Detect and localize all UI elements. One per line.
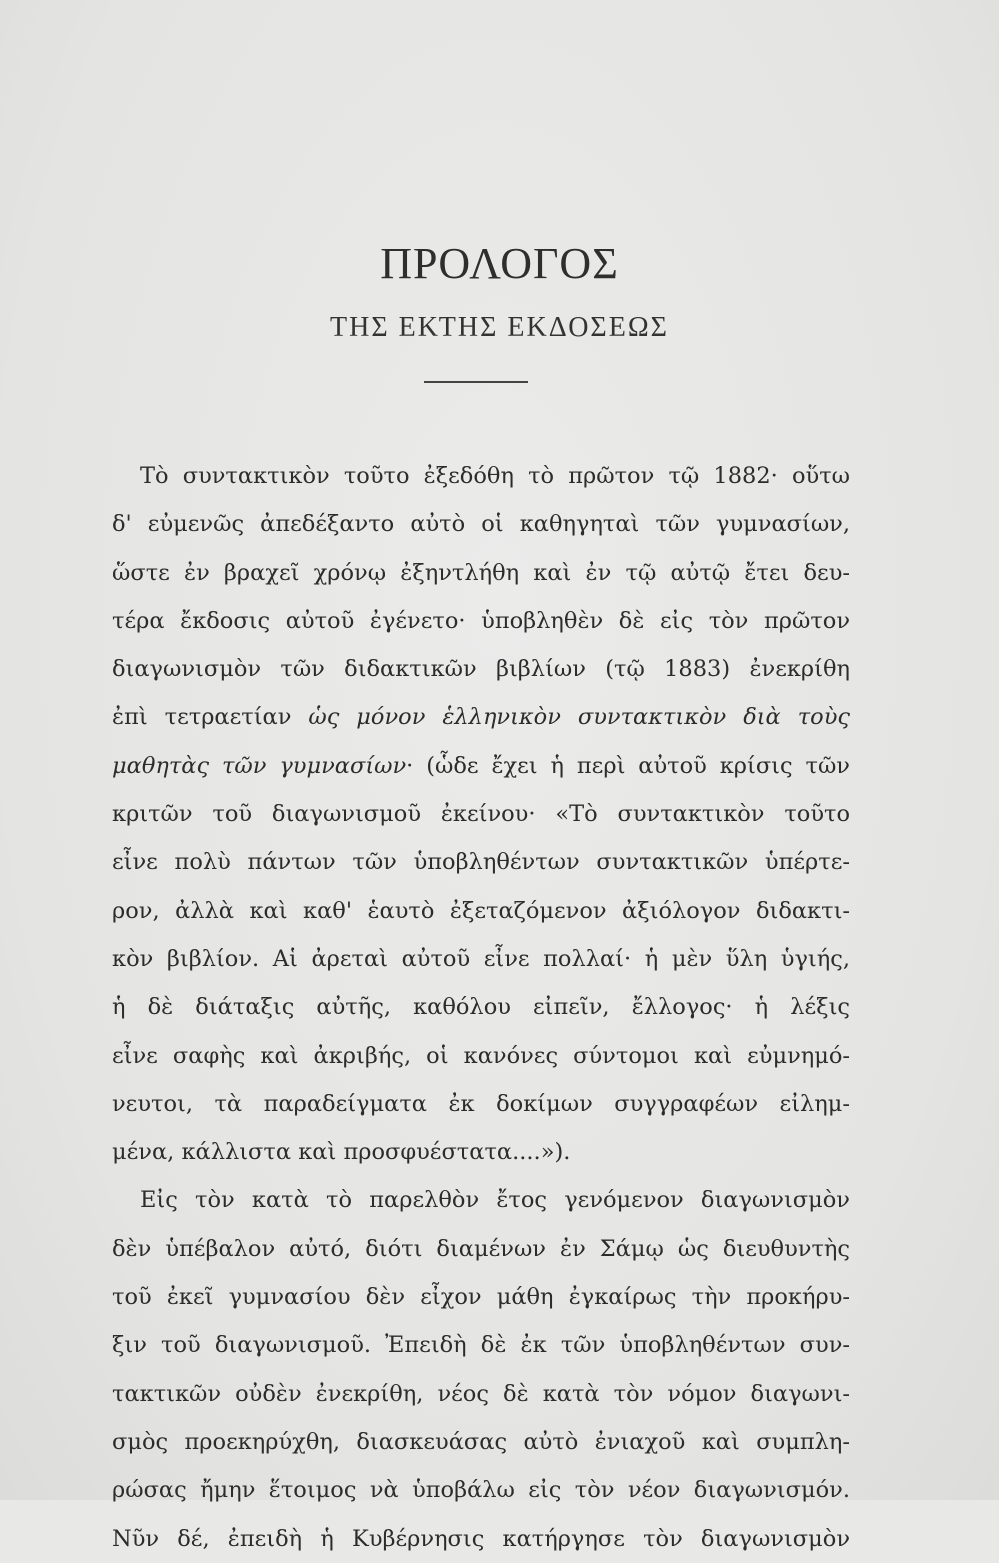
text-segment: ὥστε ἐν βραχεῖ χρόνῳ ἐξηντλήθη καὶ ἐν τῷ αὐτῷ ἔτει δευ- <box>112 559 850 586</box>
page-subtitle: ΤΗΣ ΕΚΤΗΣ ΕΚΔΟΣΕΩΣ <box>330 312 669 343</box>
text-segment: δ' εὐμενῶς ἀπεδέξαντο αὐτὸ οἱ καθηγηταὶ τῶν γυμνασίων, <box>112 511 850 538</box>
text-segment: τακτικῶν οὐδὲν ἐνεκρίθη, νέος δὲ κατὰ τὸν νόμον διαγωνι- <box>112 1380 850 1407</box>
text-segment: Εἰς τὸν κατὰ τὸ παρελθὸν ἔτος γενόμενον διαγωνισμὸν <box>140 1187 850 1214</box>
text-line <box>112 1225 850 1273</box>
text-segment: κριτῶν τοῦ διαγωνισμοῦ ἐκείνου· «Τὸ συντακτικὸν τοῦτο <box>112 801 850 828</box>
text-line <box>112 1080 850 1128</box>
text-line <box>112 693 850 741</box>
page-title: ΠΡΟΛΟΓΟΣ <box>380 239 619 288</box>
text-segment: ξιν τοῦ διαγωνισμοῦ. Ἐπειδὴ δὲ ἐκ τῶν ὑποβληθέντων συν- <box>112 1332 850 1359</box>
text-segment: · (ὧδε ἔχει ἡ περὶ αὐτοῦ κρίσις τῶν <box>406 752 850 779</box>
text-line <box>112 549 850 597</box>
text-line <box>112 838 850 886</box>
text-segment: εἶνε πολὺ πάντων τῶν ὑποβληθέντων συντακτικῶν ὑπέρτε- <box>112 849 850 876</box>
text-line <box>112 790 850 838</box>
text-line <box>112 1370 850 1418</box>
text-line <box>112 1032 850 1080</box>
text-segment: διαγωνισμὸν τῶν διδακτικῶν βιβλίων (τῷ 1883) ἐνεκρίθη <box>112 656 850 683</box>
text-segment: σμὸς προεκηρύχθη, διασκευάσας αὐτὸ ἐνιαχοῦ καὶ συμπλη- <box>112 1428 850 1455</box>
text-segment: κὸν βιβλίον. Αἱ ἀρεταὶ αὐτοῦ εἶνε πολλαί· ἡ μὲν ὕλη ὑγιής, <box>112 945 850 972</box>
text-segment: ἡ δὲ διάταξις αὐτῆς, καθόλου εἰπεῖν, ἔλλογος· ἡ λέξις <box>112 994 850 1021</box>
text-line <box>112 452 850 500</box>
text-line <box>112 645 850 693</box>
text-segment: ρον, ἀλλὰ καὶ καθ' ἑαυτὸ ἐξεταζόμενον ἀξιόλογον διδακτι- <box>112 897 850 924</box>
text-line <box>112 597 850 645</box>
text-line <box>112 742 850 790</box>
text-segment: νευτοι, τὰ παραδείγματα ἐκ δοκίμων συγγραφέων εἰλημ- <box>112 1090 850 1117</box>
text-line <box>112 500 850 548</box>
emphasized-text: ὡς μόνον ἑλληνικὸν συντακτικὸν διὰ τοὺς <box>308 704 850 731</box>
text-segment: τοῦ ἐκεῖ γυμνασίου δὲν εἶχον μάθη ἐγκαίρως τὴν προκήρυ- <box>112 1284 850 1311</box>
text-segment: τέρα ἔκδοσις αὐτοῦ ἐγένετο· ὑποβληθὲν δὲ εἰς τὸν πρῶτον <box>112 607 850 634</box>
text-line <box>112 1176 850 1224</box>
text-line <box>112 1515 850 1563</box>
text-line <box>112 1321 850 1369</box>
text-segment: μένα, κάλλιστα καὶ προσφυέστατα....»). <box>112 1139 571 1166</box>
text-line <box>112 1466 850 1514</box>
text-line <box>112 1418 850 1466</box>
text-line <box>112 935 850 983</box>
text-segment: ρώσας ἤμην ἕτοιμος νὰ ὑποβάλω εἰς τὸν νέον διαγωνισμόν. <box>112 1477 850 1504</box>
text-segment: Τὸ συντακτικὸν τοῦτο ἐξεδόθη τὸ πρῶτον τῷ 1882· οὕτω <box>140 463 850 489</box>
emphasized-text: μαθητὰς τῶν γυμνασίων <box>112 752 407 779</box>
text-line <box>112 983 850 1031</box>
body-text <box>112 452 850 1563</box>
text-line <box>112 1273 850 1321</box>
text-segment: δὲν ὑπέβαλον αὐτό, διότι διαμένων ἐν Σάμῳ ὡς διευθυντὴς <box>112 1235 850 1262</box>
text-line <box>112 887 850 935</box>
text-segment: Νῦν δέ, ἐπειδὴ ἡ Κυβέρνησις κατήργησε τὸν διαγωνισμὸν <box>112 1525 850 1552</box>
text-line <box>112 1128 850 1176</box>
title-divider <box>424 381 528 383</box>
text-segment: εἶνε σαφὴς καὶ ἀκριβής, οἱ κανόνες σύντομοι καὶ εὐμνημό- <box>112 1042 850 1069</box>
text-segment: ἐπὶ τετραετίαν <box>112 704 309 731</box>
